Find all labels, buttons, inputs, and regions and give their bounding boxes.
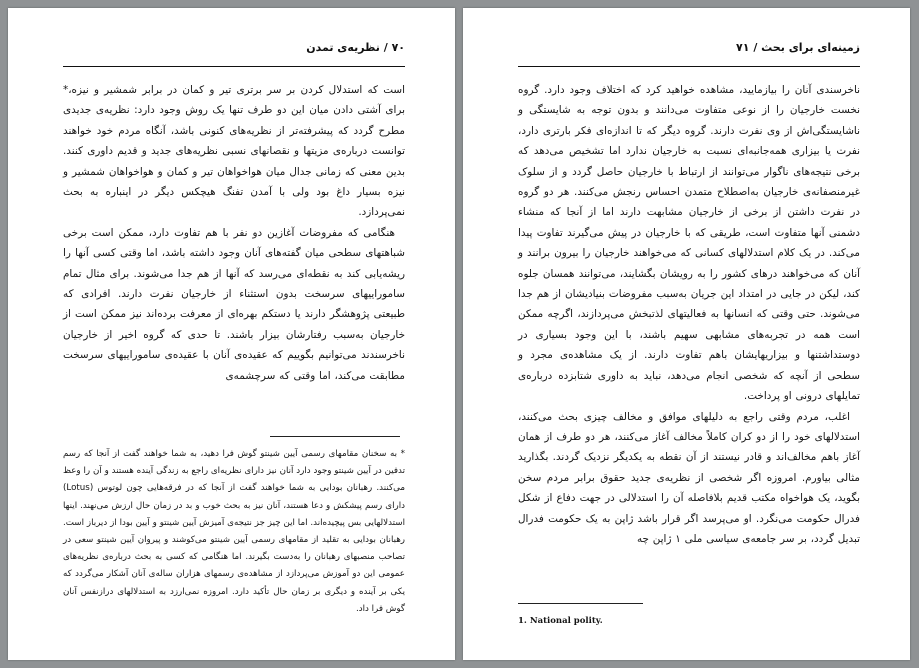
page-header: ۷۰ / نظریه‌ی تمدن <box>306 41 405 54</box>
right-page <box>463 8 910 660</box>
page-header: زمینه‌ای برای بحث / ۷۱ <box>736 41 860 54</box>
paragraph: است که استدلال کردن بر سر برتری تیر و کمان در برابر شمشیر و نیزه،* برای آشتی دادن میان این دو طرف تنها یک روش وجود دارد: نظریه‌ی جدیدی مطرح گردد که پیشرفته‌تر از نظریه‌های کنونی باشد، آنگاه مردم خود خواهند توانست درباره‌ی مزیتها و نقصانهای نسبی نظریه‌های جدید و قدیم داوری کنند. بدین معنی که زمانی جدال میان هواخواهان تیر و کمان و هواخواهان شمشیر و نیزه بسیار داغ بود ولی با آمدن تفنگ هیچکس دیگر در اینباره به بحث نمی‌پردازد. <box>63 84 405 219</box>
footnote-rule <box>270 436 400 437</box>
footnote-text: * به سخنان مقامهای رسمی آیین شینتو گوش فرا دهید، به شما خواهند گفت از آنجا که رسم تدفین در آیین شینتو وجود دارد آنان نیز دارای نظریه‌ای راجع به زندگی آینده هستند و آن را وعظ می‌کنند. رهبانان بودایی به شما خواهند گفت از آنجا که در فرقه‌هایی چون لوتوس (Lotus) دارای رسم پیشکش و دعا هستند، آنان نیز به بحث خوب و بد در زمان حال ارزش می‌نهند. اینها استدلالهایی بس پیچیده‌اند. اما این چیز جز نتیجه‌ی آمیزش آیین شینتو و آیین بودا از دیرباز است. رهبانان بودایی به تقلید از مقامهای رسمی آیین شینتو می‌کوشند و پیروان آیین شینتو سعی در تصاحب منصبهای رهبانان را به‌دست بگیرند. اما هنگامی که کسی به بحث درباره‌ی نظریه‌های عمومی این دو آموزش می‌پردازد از مشاهده‌ی رسمهای هزاران ساله‌ی آنان آشکار می‌گردد که یکی بر آینده و دیگری بر زمان حال تأکید دارد. امروزه نمی‌ارزد به استدلالهای درازنفس آنان گوش فرا داد. <box>63 449 405 614</box>
footnote <box>63 446 405 618</box>
page-body <box>518 80 860 549</box>
paragraph: هنگامی که مفروضات آغازین دو نفر با هم تفاوت دارد، ممکن است برخی شباهتهای سطحی میان گفته‌های آنان وجود داشته باشد، اما وقتی کسی آنها را ریشه‌یابی کند به نقطه‌ای می‌رسد که آنها از هم جدا می‌شوند. برای مثال تمام ساموراییهای سرسخت بدون استثناء از خارجیان نفرت دارند. افرادی که طبیعتی پژوهشگر دارند یا دستکم بهره‌ای از معرفت برده‌اند نیز ممکن است از خارجیان به‌سبب رفتارشان بیزار باشند. تا حدی که گروه اخیر از خارجیان ناخرسندند می‌توانیم بگوییم که عقیده‌ی آنان با عقیده‌ی ساموراییهای سرسخت مطابقت می‌کند، اما وقتی که سرچشمه‌ی <box>63 226 405 382</box>
left-page <box>8 8 455 660</box>
footnote-rule <box>518 603 643 604</box>
page-body <box>63 80 405 386</box>
header-rule <box>63 66 405 67</box>
paragraph: اغلب، مردم وقتی راجع به دلیلهای موافق و مخالف چیزی بحث می‌کنند، استدلالهای خود را از دو کران کاملاً مخالف آغاز می‌کنند، هر دو طرف از همان آغاز باهم مخالف‌اند و قادر نیستند از آن نقطه به یکدیگر نزدیک گردند. بگذارید مثالی بیاورم. امروزه اگر شخصی از نظریه‌ی جدید حقوق برابر مردم سخن بگوید، یک هواخواه مکتب قدیم بلافاصله آن را استدلالی در جهت دفاع از شکل فدرال حکومت می‌نگرد. او می‌پرسد اگر قرار باشد ژاپن به یک حکومت فدرال تبدیل گردد، بر سر جامعه‌ی سیاسی ملی ۱ ژاپن چه <box>518 410 860 545</box>
paragraph: ناخرسندی آنان را بیازمایید، مشاهده خواهید کرد که اختلاف وجود دارد. گروه نخست خارجیان را از نوعی متفاوت می‌دانند و بدون توجه به شایستگی و ناشایستگی‌اش از وی نفرت دارند. گروه دیگر که تا اندازه‌ای فکر بارتری دارد، نفرت یا بیزاری همه‌جانبه‌ای نسبت به خارجیان ندارد اما تشخیص می‌دهد که برخی نتیجه‌های ناگوار می‌توانند از ارتباط با خارجیان حاصل گردد و از سلوک غیرمنصفانه‌ی خارجیان به‌اصطلاح متمدن احساس رنجش می‌کنند. هر دو گروه در نفرت داشتن از برخی از خارجیان مشابهت دارند اما از آنجا که منشاء دشمنی آنها متفاوت است، طریقی که با خارجیان در پیش می‌گیرند تفاوت پیدا می‌کند. در یک کلام استدلالهای کسانی که می‌خواهند خارجیان را بیرون برانند و آنان که می‌خواهند درهای کشور را به رویشان بگشایند، می‌توانند همسان جلوه کند، لیکن در جایی در امتداد این جریان به‌سبب مفروضات بنیادیشان از هم جدا می‌شوند. حتی وقتی که انسانها به فعالیتهای لذتبخش می‌پردازند، اگرچه ممکن است همه در تجربه‌های مشابهی سهیم باشند، با این وجود بسیاری در دوستداشتنها و بیزاریهایشان باهم تفاوت دارند. از یک مشاهده‌ی مجرد و سطحی از آنچه که شخصی انجام می‌دهد، نباید به داوری شتابزده درباره‌ی تمایلهای درونی او پرداخت. <box>518 84 860 403</box>
header-rule <box>518 66 860 67</box>
footnote-text: 1. National polity. <box>518 616 603 626</box>
